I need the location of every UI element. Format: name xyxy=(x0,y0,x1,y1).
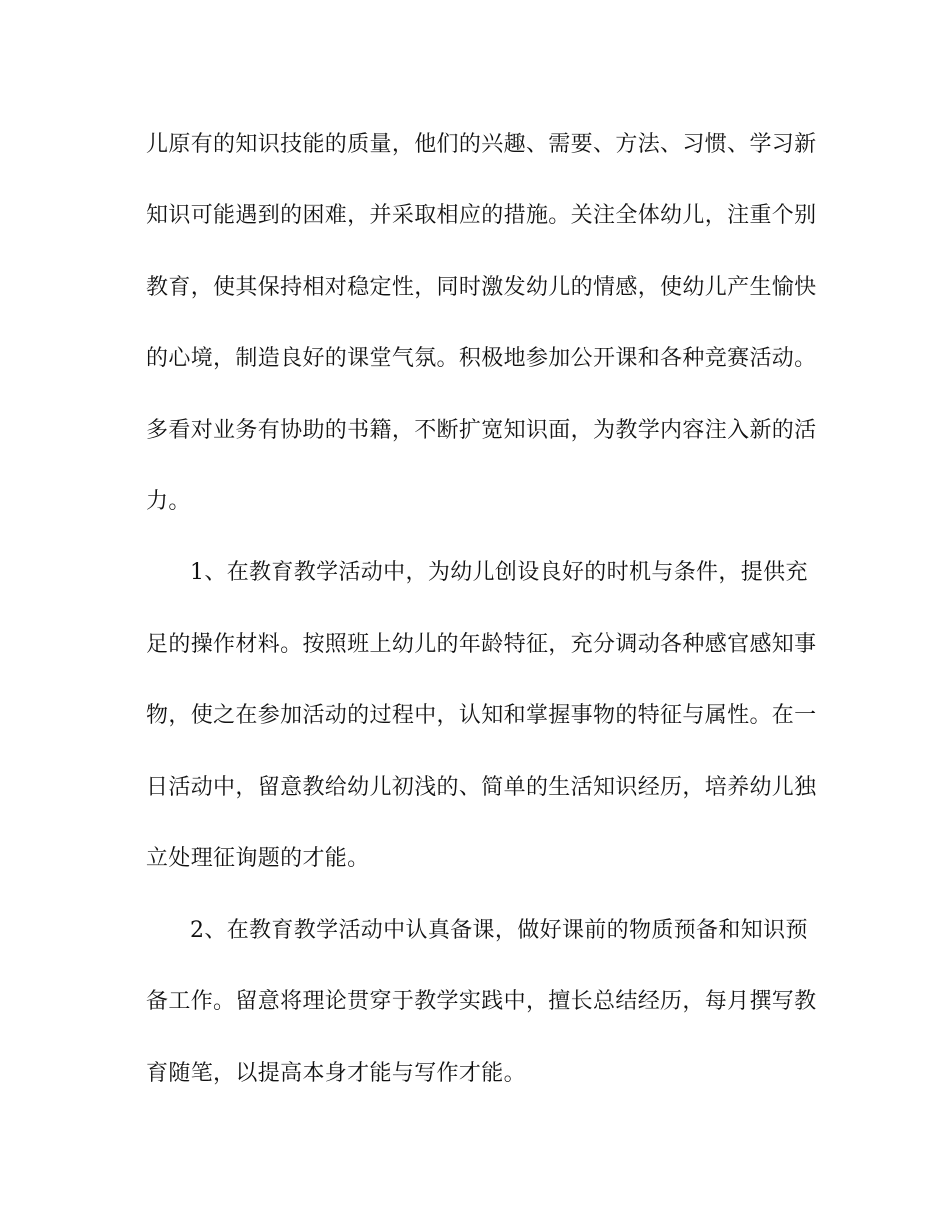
list-item-1-line-5: 立处理征询题的才能。 xyxy=(146,846,370,871)
list-item-1-line-2: 足的操作材料。按照班上幼儿的年龄特征，充分调动各种感官感知事 xyxy=(146,632,817,657)
list-item-2-line-1: 2、在教育教学活动中认真备课，做好课前的物质预备和知识预 xyxy=(190,918,808,943)
body-text-line-4: 的心境，制造良好的课堂气氛。积极地参加公开课和各种竞赛活动。 xyxy=(146,346,817,371)
body-text-line-1: 儿原有的知识技能的质量，他们的兴趣、需要、方法、习惯、学习新 xyxy=(146,132,817,157)
list-item-1-line-1: 1、在教育教学活动中，为幼儿创设良好的时机与条件，提供充 xyxy=(190,560,808,585)
list-item-1-line-4: 日活动中，留意教给幼儿初浅的、简单的生活知识经历，培养幼儿独 xyxy=(146,775,817,800)
body-text-line-2: 知识可能遇到的困难，并采取相应的措施。关注全体幼儿，注重个别 xyxy=(146,203,817,228)
list-item-2-line-2: 备工作。留意将理论贯穿于教学实践中，擅长总结经历，每月撰写教 xyxy=(146,989,817,1014)
body-text-line-6: 力。 xyxy=(146,489,191,514)
body-text-line-5: 多看对业务有协助的书籍，不断扩宽知识面，为教学内容注入新的活 xyxy=(146,418,817,443)
list-item-1-line-3: 物，使之在参加活动的过程中，认知和掌握事物的特征与属性。在一 xyxy=(146,703,817,728)
list-item-2-line-3: 育随笔，以提高本身才能与写作才能。 xyxy=(146,1061,526,1086)
body-text-line-3: 教育，使其保持相对稳定性，同时激发幼儿的情感，使幼儿产生愉快 xyxy=(146,275,817,300)
